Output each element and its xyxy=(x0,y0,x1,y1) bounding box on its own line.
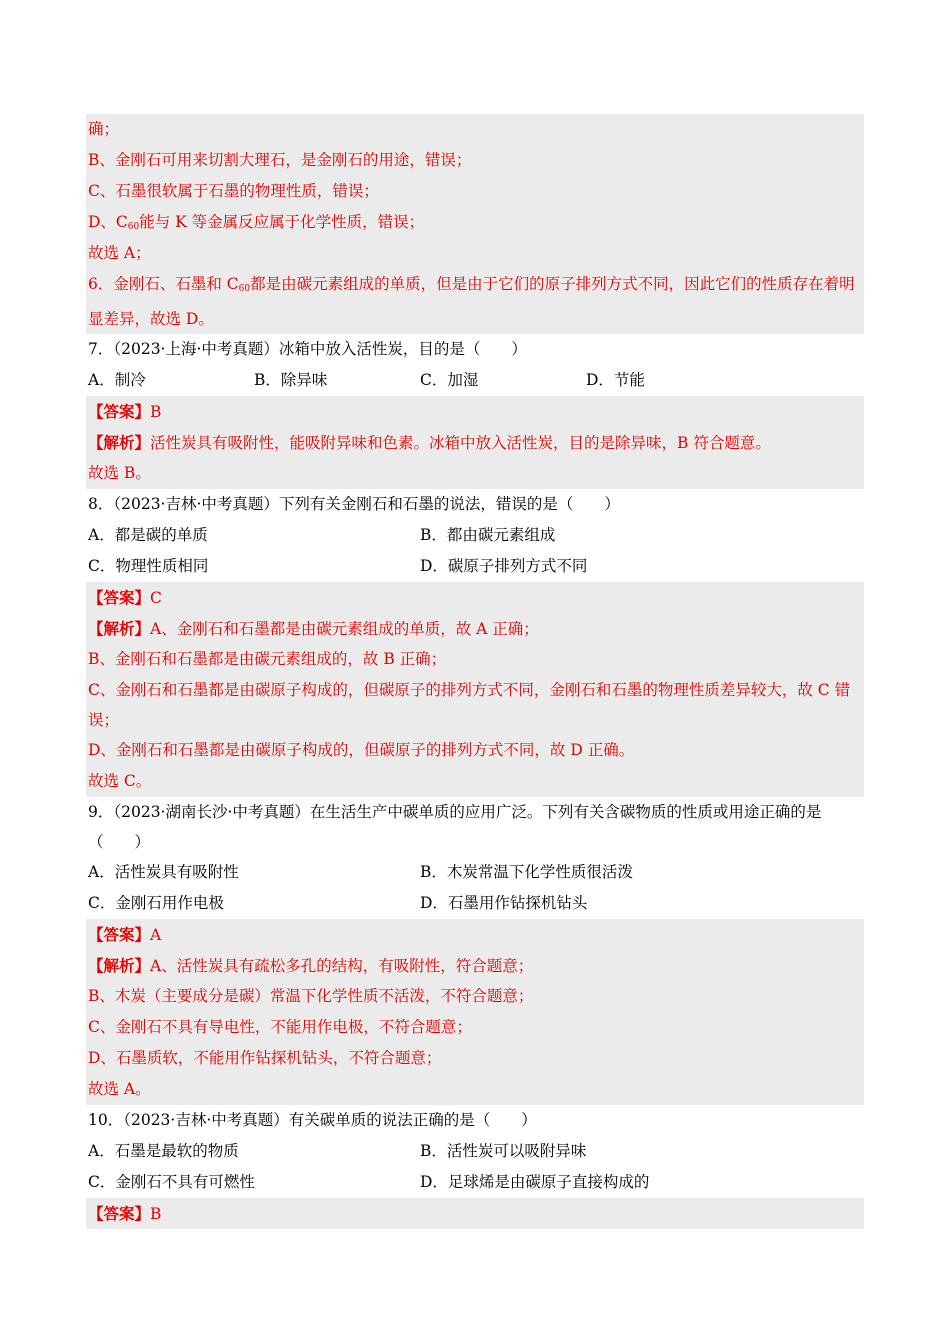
options-row xyxy=(88,1167,862,1198)
option-b: B．都由碳元素组成 xyxy=(420,526,556,544)
option-a: A．石墨是最软的物质 xyxy=(88,1142,239,1160)
option-d: D．足球烯是由碳原子直接构成的 xyxy=(420,1173,650,1191)
answer-line xyxy=(88,396,862,427)
question-9 xyxy=(86,797,864,919)
analysis-line: B、金刚石可用来切割大理石，是金刚石的用途，错误； xyxy=(88,151,472,169)
answer-tag: 【答案】 xyxy=(88,1204,151,1223)
option-b: B．除异味 xyxy=(254,371,328,389)
answer-block-10 xyxy=(86,1198,864,1229)
option-a: A．活性炭具有吸附性 xyxy=(88,863,239,881)
text: 都是由碳元素组成的单质，但是由于它们的原子排列方式不同，因此它们的性质存在着明显差异，故选 D。 xyxy=(88,275,855,328)
text: 6．金刚石、石墨和 C xyxy=(88,275,239,293)
analysis-line: D、金刚石和石墨都是由碳原子构成的，但碳原子的排列方式不同，故 D 正确。 xyxy=(88,741,635,759)
answer-line xyxy=(88,1198,862,1229)
question-stem: 10．（2023·吉林·中考真题）有关碳单质的说法正确的是（ ） xyxy=(88,1111,537,1129)
options-row xyxy=(88,1136,862,1167)
options-row xyxy=(88,857,862,888)
option-d: D．石墨用作钻探机钻头 xyxy=(420,894,588,912)
analysis-text: A、活性炭具有疏松多孔的结构，有吸附性，符合题意； xyxy=(150,957,534,975)
answer-value: B xyxy=(150,403,162,421)
answer-value: C xyxy=(150,589,162,607)
answer-tag: 【答案】 xyxy=(88,588,151,607)
text: 能与 K 等金属反应属于化学性质，错误； xyxy=(139,213,425,231)
option-a: A．制冷 xyxy=(88,371,146,389)
answer-tag: 【答案】 xyxy=(88,925,151,944)
analysis-line xyxy=(88,950,862,981)
analysis-line: B、木炭（主要成分是碳）常温下化学性质不活泼，不符合题意； xyxy=(88,987,534,1005)
answer-line xyxy=(88,582,862,613)
choice-line: 故选 A。 xyxy=(88,1080,151,1098)
analysis-line xyxy=(88,613,862,644)
analysis-line: B、金刚石和石墨都是由碳元素组成的，故 B 正确； xyxy=(88,650,447,668)
options-row xyxy=(88,551,862,582)
analysis-tag: 【解析】 xyxy=(88,619,151,638)
answer-block-7 xyxy=(86,396,864,489)
analysis-text: A、金刚石和石墨都是由碳元素组成的单质，故 A 正确； xyxy=(150,620,539,638)
question-8 xyxy=(86,489,864,582)
document-page xyxy=(86,114,864,1229)
analysis-text: 活性炭具有吸附性，能吸附异味和色素。冰箱中放入活性炭，目的是除异味，B 符合题意。 xyxy=(150,434,771,452)
options-row xyxy=(88,888,862,919)
question-6-answer xyxy=(88,269,862,334)
analysis-line-d xyxy=(88,207,862,238)
analysis-line: C、金刚石不具有导电性，不能用作电极，不符合题意； xyxy=(88,1018,472,1036)
option-c: C．物理性质相同 xyxy=(88,557,209,575)
analysis-line: C、金刚石和石墨都是由碳原子构成的，但碳原子的排列方式不同，金刚石和石墨的物理性质差异较大，故 C 错误； xyxy=(88,681,851,729)
answer-tag: 【答案】 xyxy=(88,402,151,421)
option-a: A．都是碳的单质 xyxy=(88,526,208,544)
answer-value: B xyxy=(150,1205,162,1223)
answer-block-9 xyxy=(86,919,864,1105)
question-10 xyxy=(86,1105,864,1198)
answer-line xyxy=(88,919,862,950)
subscript: 60 xyxy=(238,284,251,294)
text: D、C xyxy=(88,213,128,231)
question-stem: 7．（2023·上海·中考真题）冰箱中放入活性炭，目的是（ ） xyxy=(88,340,527,358)
question-stem: 9．（2023·湖南长沙·中考真题）在生活生产中碳单质的应用广泛。下列有关含碳物质的性质或用途正确的是（ ） xyxy=(88,803,822,851)
analysis-line: 确； xyxy=(88,120,120,138)
answer-value: A xyxy=(150,926,162,944)
options-row xyxy=(88,520,862,551)
choice-line: 故选 A； xyxy=(88,244,151,262)
option-d: D．碳原子排列方式不同 xyxy=(420,557,588,575)
option-c: C．金刚石不具有可燃性 xyxy=(88,1173,255,1191)
question-stem: 8．（2023·吉林·中考真题）下列有关金刚石和石墨的说法，错误的是（ ） xyxy=(88,495,620,513)
continued-analysis-block xyxy=(86,114,864,334)
analysis-tag: 【解析】 xyxy=(88,956,151,975)
question-7 xyxy=(86,334,864,396)
choice-line: 故选 C。 xyxy=(88,772,152,790)
analysis-line: D、石墨质软，不能用作钻探机钻头，不符合题意； xyxy=(88,1049,442,1067)
answer-block-8 xyxy=(86,582,864,797)
analysis-tag: 【解析】 xyxy=(88,433,151,452)
options-row xyxy=(88,365,862,396)
option-c: C．金刚石用作电极 xyxy=(88,894,224,912)
option-b: B．活性炭可以吸附异味 xyxy=(420,1142,587,1160)
option-c: C．加湿 xyxy=(420,371,479,389)
analysis-line xyxy=(88,427,862,458)
analysis-line: C、石墨很软属于石墨的物理性质，错误； xyxy=(88,182,379,200)
option-b: B．木炭常温下化学性质很活泼 xyxy=(420,863,633,881)
subscript: 60 xyxy=(127,222,140,232)
choice-line: 故选 B。 xyxy=(88,464,151,482)
option-d: D．节能 xyxy=(586,371,645,389)
